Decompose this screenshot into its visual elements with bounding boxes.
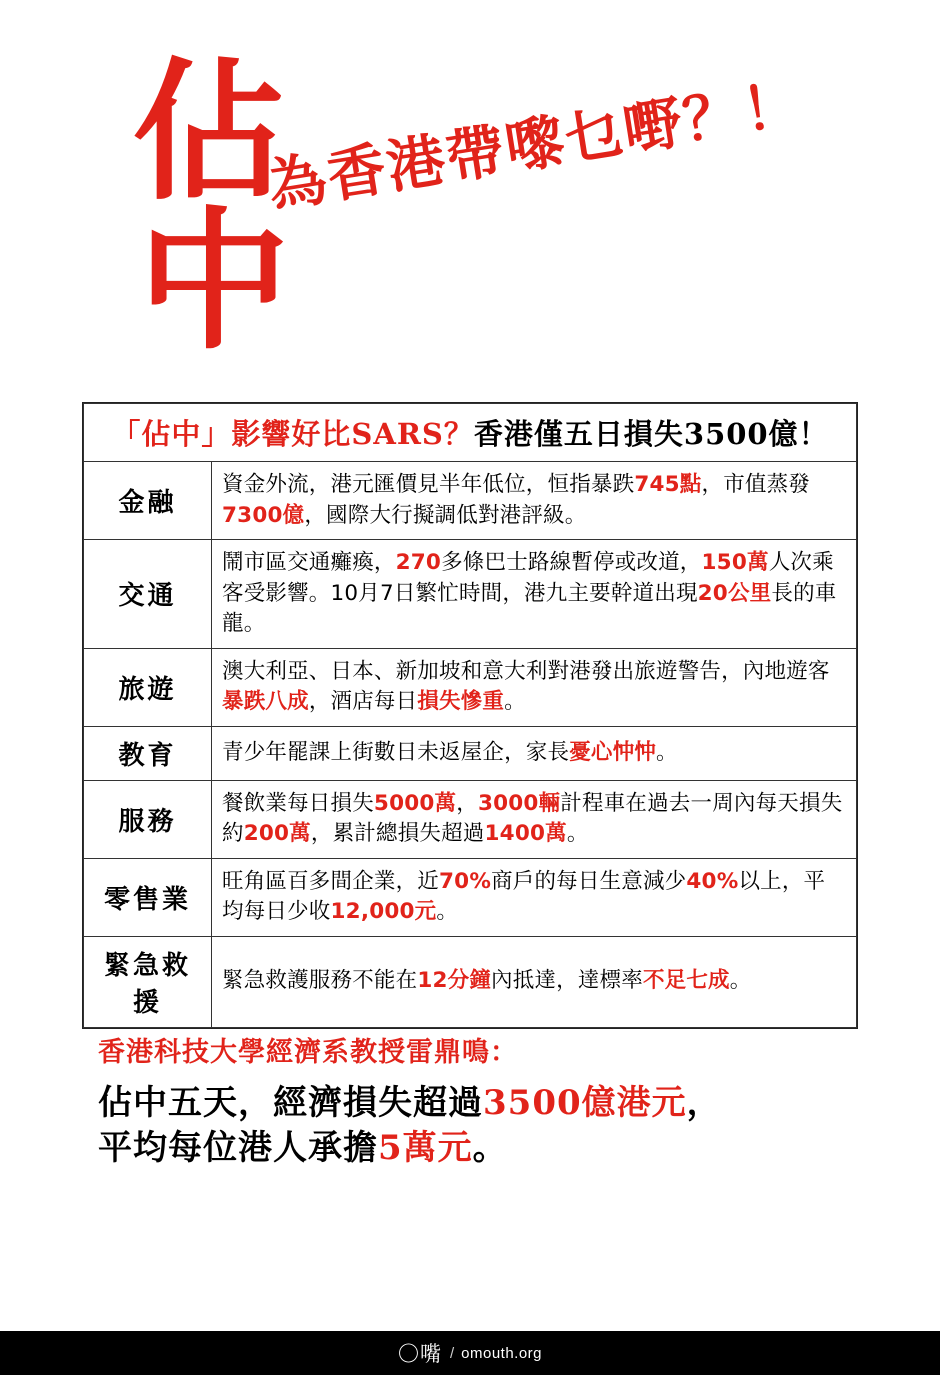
impact-table-title-red: 「佔中」影響好比SARS？ — [111, 417, 474, 451]
row-description — [212, 936, 857, 1027]
body-text: 。 — [436, 899, 459, 925]
footer-bar — [0, 1331, 940, 1375]
highlight-text: 12分鐘 — [417, 968, 492, 994]
body-text: 。 — [566, 821, 589, 847]
row-category: 零售業 — [84, 858, 212, 936]
body-text: 人次乘客受影響。10月7日繁忙時間，港九主要幹道出現 — [222, 550, 834, 606]
body-text: ， — [456, 790, 478, 816]
highlight-text: 5000萬 — [373, 790, 457, 816]
highlight-text: 損失慘重 — [417, 689, 505, 715]
table-row — [84, 462, 857, 540]
quote-lines — [98, 1081, 878, 1171]
table-row — [84, 648, 857, 726]
body-text: 資金外流，港元匯價見半年低位，恒指暴跌 — [222, 472, 635, 497]
highlight-text: 270 — [395, 550, 442, 576]
highlight-text: 70% — [439, 868, 492, 894]
row-description — [212, 648, 857, 726]
poster-header — [0, 0, 940, 380]
row-description — [212, 540, 857, 649]
highlight-text: 7300億 — [222, 502, 305, 528]
body-text: 鬧市區交通癱瘓， — [222, 550, 396, 576]
body-text: 。 — [729, 968, 752, 994]
row-description — [212, 726, 857, 780]
highlight-text: 不足七成 — [642, 968, 730, 994]
impact-table-body — [84, 404, 857, 1028]
table-row — [84, 936, 857, 1027]
highlight-text: 3000輛 — [477, 790, 561, 816]
quote-line — [98, 1081, 878, 1126]
row-category: 交通 — [84, 540, 212, 649]
highlight-text: 12,000元 — [330, 899, 437, 925]
highlight-text: 40% — [686, 868, 739, 894]
impact-table-title-black: 香港僅五日損失3500億！ — [473, 417, 829, 451]
body-text: 。 — [472, 1127, 508, 1168]
highlight-text: 745點 — [634, 472, 702, 497]
body-text: 長的車龍。 — [222, 580, 837, 637]
body-text: 以上，平均每日少收 — [222, 868, 826, 925]
table-row — [84, 858, 857, 936]
body-text: 旺角區百多間企業，近 — [222, 868, 440, 894]
quote-author: 香港科技大學經濟系教授雷鼎鳴： — [98, 1037, 518, 1068]
body-text: ，累計總損失超過 — [310, 821, 485, 847]
highlight-text: 暴跌八成 — [222, 689, 309, 715]
body-text: ，市值蒸發 — [701, 472, 811, 497]
row-category: 旅遊 — [84, 648, 212, 726]
highlight-text: 3500億港元 — [483, 1083, 687, 1123]
body-text: 。 — [504, 689, 526, 715]
table-row — [84, 780, 857, 858]
row-category: 金融 — [84, 462, 212, 540]
quote-line — [98, 1126, 878, 1171]
row-description — [212, 462, 857, 540]
body-text: 澳大利亞、日本、新加坡和意大利對港發出旅遊警告，內地遊客 — [222, 658, 830, 684]
highlight-text: 20公里 — [697, 580, 772, 606]
body-text: ，國際大行擬調低對港評級。 — [304, 502, 587, 528]
highlight-text: 憂心忡忡 — [569, 739, 657, 765]
row-description — [212, 858, 857, 936]
highlight-text: 1400萬 — [484, 821, 567, 847]
body-text: 餐飲業每日損失 — [222, 790, 374, 816]
body-text: ， — [686, 1083, 722, 1123]
poster-subtitle: 為香港帶嚟乜嘢？！ — [263, 68, 808, 221]
impact-table-title-cell — [84, 404, 857, 462]
impact-table-title-row — [84, 404, 857, 462]
body-text: 多條巴士路線暫停或改道， — [441, 550, 702, 576]
highlight-text: 150萬 — [701, 550, 769, 576]
footer-separator: / — [449, 1344, 455, 1362]
body-text: 商戶的每日生意減少 — [491, 868, 687, 894]
poster-title-characters — [132, 42, 290, 370]
row-category: 緊急救援 — [84, 936, 212, 1027]
row-description — [212, 780, 857, 858]
row-category: 服務 — [84, 780, 212, 858]
table-row — [84, 726, 857, 780]
poster-title-char-1: 佔 — [132, 42, 284, 221]
body-text: 內抵達，達標率 — [491, 968, 643, 994]
body-text: 。 — [656, 739, 678, 765]
impact-table-wrapper — [82, 402, 858, 1029]
impact-table — [83, 403, 857, 1028]
poster-title-char-2: 中 — [138, 190, 290, 370]
body-text: 佔中五天，經濟損失超過 — [98, 1083, 483, 1123]
row-category: 教育 — [84, 726, 212, 780]
table-row — [84, 540, 857, 649]
site-logo-icon: 〇嘴 — [397, 1342, 442, 1366]
site-url: omouth.org — [461, 1344, 543, 1362]
highlight-text: 5萬元 — [378, 1127, 473, 1168]
body-text: 緊急救護服務不能在 — [222, 968, 418, 994]
expert-quote-block — [98, 1030, 878, 1171]
highlight-text: 200萬 — [243, 821, 311, 847]
body-text: 平均每位港人承擔 — [98, 1127, 378, 1168]
body-text: 計程車在過去一周內每天損失約 — [222, 790, 843, 847]
body-text: ，酒店每日 — [308, 689, 418, 715]
body-text: 青少年罷課上街數日未返屋企，家長 — [222, 739, 570, 765]
